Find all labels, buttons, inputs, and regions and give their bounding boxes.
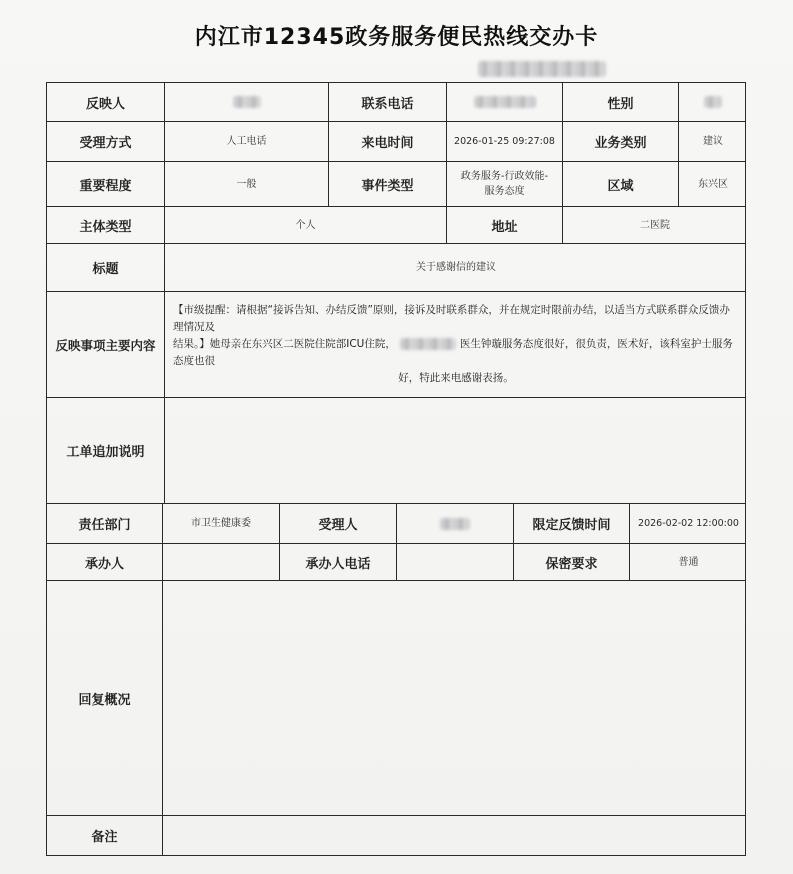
deadline-value: 2026-02-02 12:00:00 bbox=[638, 518, 739, 529]
executor-phone-label: 承办人电话 bbox=[305, 556, 371, 572]
content-line-2a: 结果。】她母亲在东兴区二医院住院部ICU住院， bbox=[173, 338, 396, 350]
table-row-extra bbox=[46, 398, 746, 504]
secrecy-value: 普通 bbox=[678, 556, 699, 568]
redacted-handler-name bbox=[440, 518, 470, 530]
document-title: 内江市12345政务服务便民热线交办卡 bbox=[194, 25, 599, 50]
table-row-reporter bbox=[46, 82, 746, 122]
table-row-remark bbox=[46, 816, 746, 856]
address-label: 地址 bbox=[491, 219, 518, 235]
remark-label: 备注 bbox=[91, 830, 118, 845]
subject-value: 关于感谢信的建议 bbox=[416, 262, 496, 273]
accept-method-value: 人工电话 bbox=[226, 136, 267, 147]
content-line-3: 好，特此来电感谢表扬。 bbox=[398, 372, 514, 384]
redacted-doctor-name bbox=[400, 338, 456, 350]
secrecy-label: 保密要求 bbox=[545, 556, 598, 572]
business-type-value: 建议 bbox=[703, 136, 723, 147]
importance-value: 一般 bbox=[236, 178, 257, 190]
table-row-importance bbox=[46, 162, 746, 207]
business-type-label: 业务类别 bbox=[594, 136, 647, 151]
table-row-reply bbox=[46, 581, 746, 816]
executor-label: 承办人 bbox=[84, 556, 124, 572]
phone-label: 联系电话 bbox=[361, 96, 414, 112]
event-type-value: 政务服务-行政效能-服务态度 bbox=[460, 171, 549, 197]
subject-label: 标题 bbox=[92, 262, 119, 277]
deadline-label: 限定反馈时间 bbox=[532, 518, 611, 533]
table-row-content bbox=[46, 292, 746, 398]
extra-note-label: 工单追加说明 bbox=[66, 445, 145, 460]
subject-type-value: 个人 bbox=[295, 219, 316, 231]
reply-label: 回复概况 bbox=[78, 692, 131, 708]
call-time-value: 2026-01-25 09:27:08 bbox=[454, 136, 555, 147]
region-label: 区域 bbox=[607, 178, 634, 194]
extra-note-field[interactable] bbox=[165, 398, 747, 503]
content-label: 反映事项主要内容 bbox=[55, 337, 156, 353]
region-value: 东兴区 bbox=[698, 178, 728, 190]
remark-field[interactable] bbox=[163, 816, 747, 855]
table-row-dept bbox=[46, 504, 746, 544]
redacted-reporter-name bbox=[233, 96, 261, 108]
event-type-label: 事件类型 bbox=[361, 178, 414, 194]
table-row-accept bbox=[46, 122, 746, 162]
dept-value: 市卫生健康委 bbox=[191, 518, 251, 529]
table-row-executor bbox=[46, 544, 746, 581]
redacted-phone-number bbox=[474, 96, 536, 108]
executor-field[interactable] bbox=[163, 544, 280, 580]
content-line-2b: 医生钟璇服务态度很好，很负责，医术好，该科室护士服务态度也很 bbox=[173, 338, 733, 367]
reporter-label: 反映人 bbox=[85, 96, 125, 112]
table-row-subject-type bbox=[46, 207, 746, 244]
table-row-subject bbox=[46, 244, 746, 292]
address-value: 二医院 bbox=[640, 219, 670, 231]
reply-field[interactable] bbox=[163, 581, 747, 815]
dept-label: 责任部门 bbox=[78, 518, 131, 533]
importance-label: 重要程度 bbox=[79, 178, 132, 194]
accept-method-label: 受理方式 bbox=[79, 136, 132, 151]
gender-label: 性别 bbox=[607, 96, 634, 112]
redacted-gender bbox=[704, 96, 722, 108]
content-text-block bbox=[165, 302, 747, 387]
executor-phone-field[interactable] bbox=[397, 544, 514, 580]
subject-type-label: 主体类型 bbox=[79, 219, 132, 235]
redacted-serial-number bbox=[478, 61, 606, 77]
handler-label: 受理人 bbox=[318, 518, 358, 533]
call-time-label: 来电时间 bbox=[361, 136, 414, 151]
content-line-1: 【市级提醒：请根据“接诉告知、办结反馈”原则，接诉及时联系群众，并在规定时限前办结，以适当方式联系群众反馈办理情况及 bbox=[173, 304, 730, 333]
